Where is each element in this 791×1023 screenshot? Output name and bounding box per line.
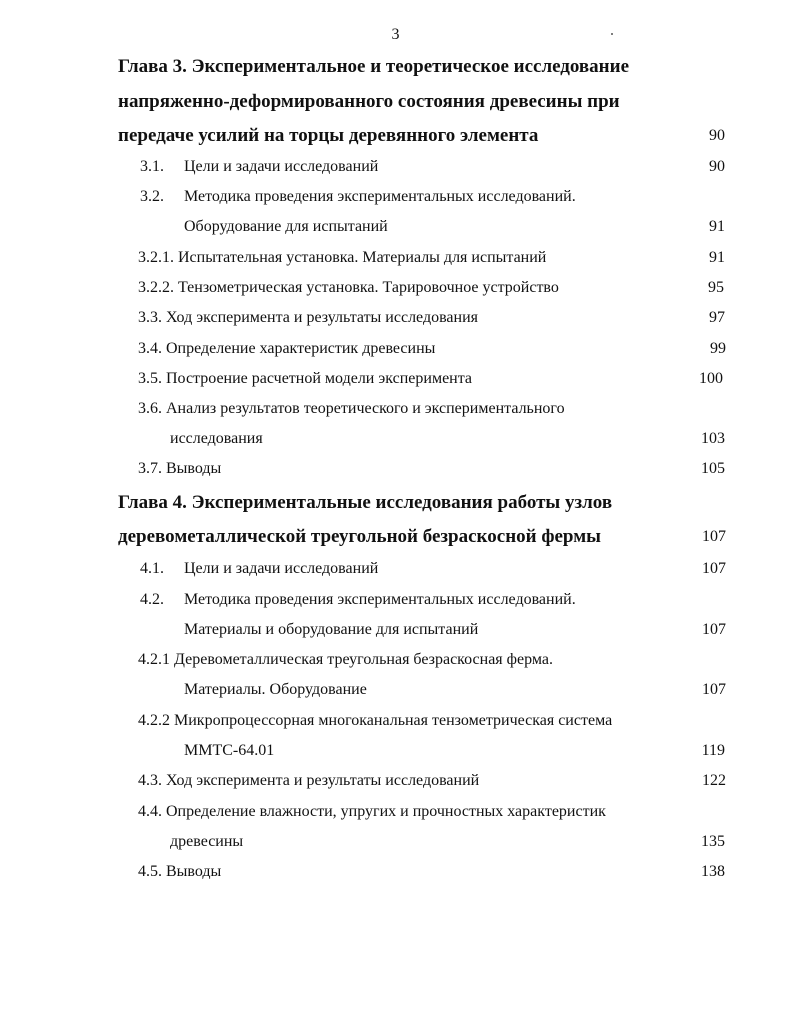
chapter3-title-line3: передаче усилий на торцы деревянного элемента (118, 125, 539, 146)
toc-item-3-2-2-page: 95 (708, 279, 724, 296)
toc-item-4-5-text: 4.5. Выводы (138, 863, 222, 880)
toc-item-4-2-1-cont: Материалы. Оборудование (184, 681, 367, 698)
toc-item-3-3-page: 97 (709, 309, 725, 326)
toc-item-4-2-text: Методика проведения экспериментальных исследований. (184, 591, 576, 608)
toc-item-4-2-2-page: 119 (701, 742, 725, 759)
toc-item-3-2-1-text: 3.2.1. Испытательная установка. Материалы для испытаний (138, 249, 547, 266)
toc-item-3-3-text: 3.3. Ход эксперимента и результаты исследования (138, 309, 479, 326)
toc-item-3-6-cont: исследования (170, 430, 263, 447)
page-number: 3 (391, 26, 400, 43)
toc-item-3-2-1-page: 91 (709, 249, 725, 266)
toc-item-3-4-text: 3.4. Определение характеристик древесины (138, 340, 436, 357)
toc-item-4-1-num: 4.1. (140, 560, 164, 577)
toc-item-3-7-page: 105 (701, 460, 725, 477)
toc-item-3-2-page: 91 (709, 218, 725, 235)
chapter3-title-line1: Глава 3. Экспериментальное и теоретическое исследование (118, 56, 630, 77)
toc-item-4-2-page: 107 (702, 621, 726, 638)
toc-item-3-6-text: 3.6. Анализ результатов теоретического и экспериментального (138, 400, 565, 417)
toc-item-4-3-page: 122 (702, 772, 726, 789)
toc-item-3-5-page: 100 (699, 370, 723, 387)
toc-item-3-6-page: 103 (701, 430, 725, 447)
toc-item-3-4-page: 99 (710, 340, 726, 357)
toc-item-4-2-cont: Материалы и оборудование для испытаний (184, 621, 479, 638)
toc-item-3-2-cont: Оборудование для испытаний (184, 218, 388, 235)
toc-item-4-4-text: 4.4. Определение влажности, упругих и прочностных характеристик (138, 803, 606, 820)
toc-item-3-2-num: 3.2. (140, 188, 164, 205)
toc-item-4-4-page: 135 (701, 833, 725, 850)
toc-item-4-2-2-text: 4.2.2 Микропроцессорная многоканальная тензометрическая система (138, 712, 613, 729)
toc-item-3-2-2-text: 3.2.2. Тензометрическая установка. Тарировочное устройство (138, 279, 559, 296)
chapter4-title-line1: Глава 4. Экспериментальные исследования работы узлов (118, 492, 613, 513)
toc-item-3-1-text: Цели и задачи исследований (184, 158, 379, 175)
toc-item-3-1-page: 90 (709, 158, 725, 175)
chapter3-title-line2: напряженно-деформированного состояния древесины при (118, 91, 620, 112)
toc-item-3-2-text: Методика проведения экспериментальных исследований. (184, 188, 576, 205)
scan-speck (611, 33, 613, 35)
toc-item-4-2-num: 4.2. (140, 591, 164, 608)
chapter4-title-line2: деревометаллической треугольной безраскосной фермы (118, 526, 601, 547)
toc-item-4-2-1-page: 107 (702, 681, 726, 698)
toc-item-4-1-text: Цели и задачи исследований (184, 560, 379, 577)
chapter3-page: 90 (709, 127, 725, 144)
toc-item-3-5-text: 3.5. Построение расчетной модели эксперимента (138, 370, 473, 387)
toc-item-4-2-1-text: 4.2.1 Деревометаллическая треугольная безраскосная ферма. (138, 651, 554, 668)
toc-item-3-7-text: 3.7. Выводы (138, 460, 222, 477)
toc-item-4-1-page: 107 (702, 560, 726, 577)
toc-item-4-2-2-cont: ММТС-64.01 (184, 742, 275, 759)
toc-item-4-4-cont: древесины (170, 833, 244, 850)
toc-item-4-5-page: 138 (701, 863, 725, 880)
toc-item-3-1-num: 3.1. (140, 158, 164, 175)
toc-item-4-3-text: 4.3. Ход эксперимента и результаты исследований (138, 772, 480, 789)
chapter4-page: 107 (702, 528, 726, 545)
